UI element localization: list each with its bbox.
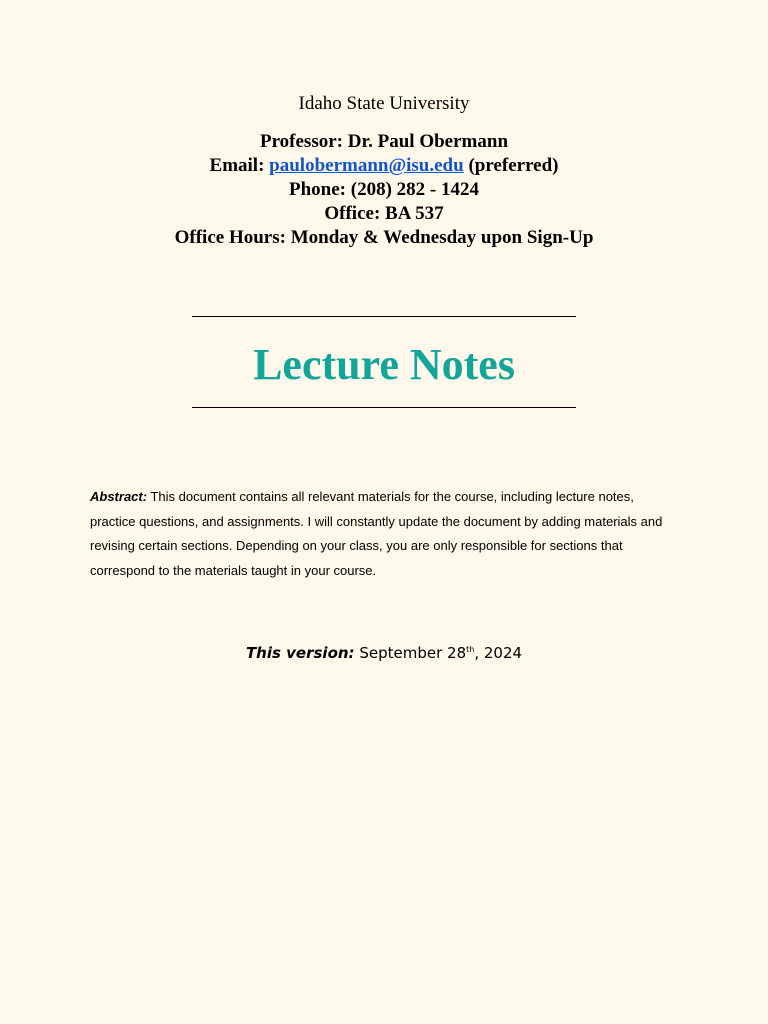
abstract-text: This document contains all relevant materials for the course, including lecture notes, practice questions, and assignments. I will constantly update the document by adding materials and revising certain sections. Depending on your class, you are only responsible for sections that correspond to the materials taught in your course. — [90, 489, 663, 579]
version-date: September 28 — [359, 644, 467, 662]
contact-block — [0, 130, 768, 250]
title-rule-bottom — [192, 407, 576, 408]
version-label: This version: — [245, 644, 355, 662]
email-label: Email: — [209, 155, 265, 176]
email-line — [0, 154, 768, 178]
office-hours-line: Office Hours: Monday & Wednesday upon Sign-Up — [174, 227, 594, 248]
university-name: Idaho State University — [298, 93, 470, 114]
professor-line: Professor: Dr. Paul Obermann — [259, 131, 509, 152]
version-line — [0, 643, 768, 663]
abstract — [90, 485, 680, 584]
version-year: , 2024 — [474, 644, 523, 662]
phone-line: Phone: (208) 282 - 1424 — [289, 179, 479, 200]
email-link[interactable]: paulobermann@isu.edu — [269, 155, 464, 176]
office-line: Office: BA 537 — [324, 203, 444, 224]
document-title: Lecture Notes — [253, 340, 515, 389]
abstract-label: Abstract: — [90, 489, 148, 504]
version-date-suffix: th — [466, 645, 475, 654]
email-note: (preferred) — [468, 155, 559, 176]
title-rule-top — [192, 316, 576, 317]
